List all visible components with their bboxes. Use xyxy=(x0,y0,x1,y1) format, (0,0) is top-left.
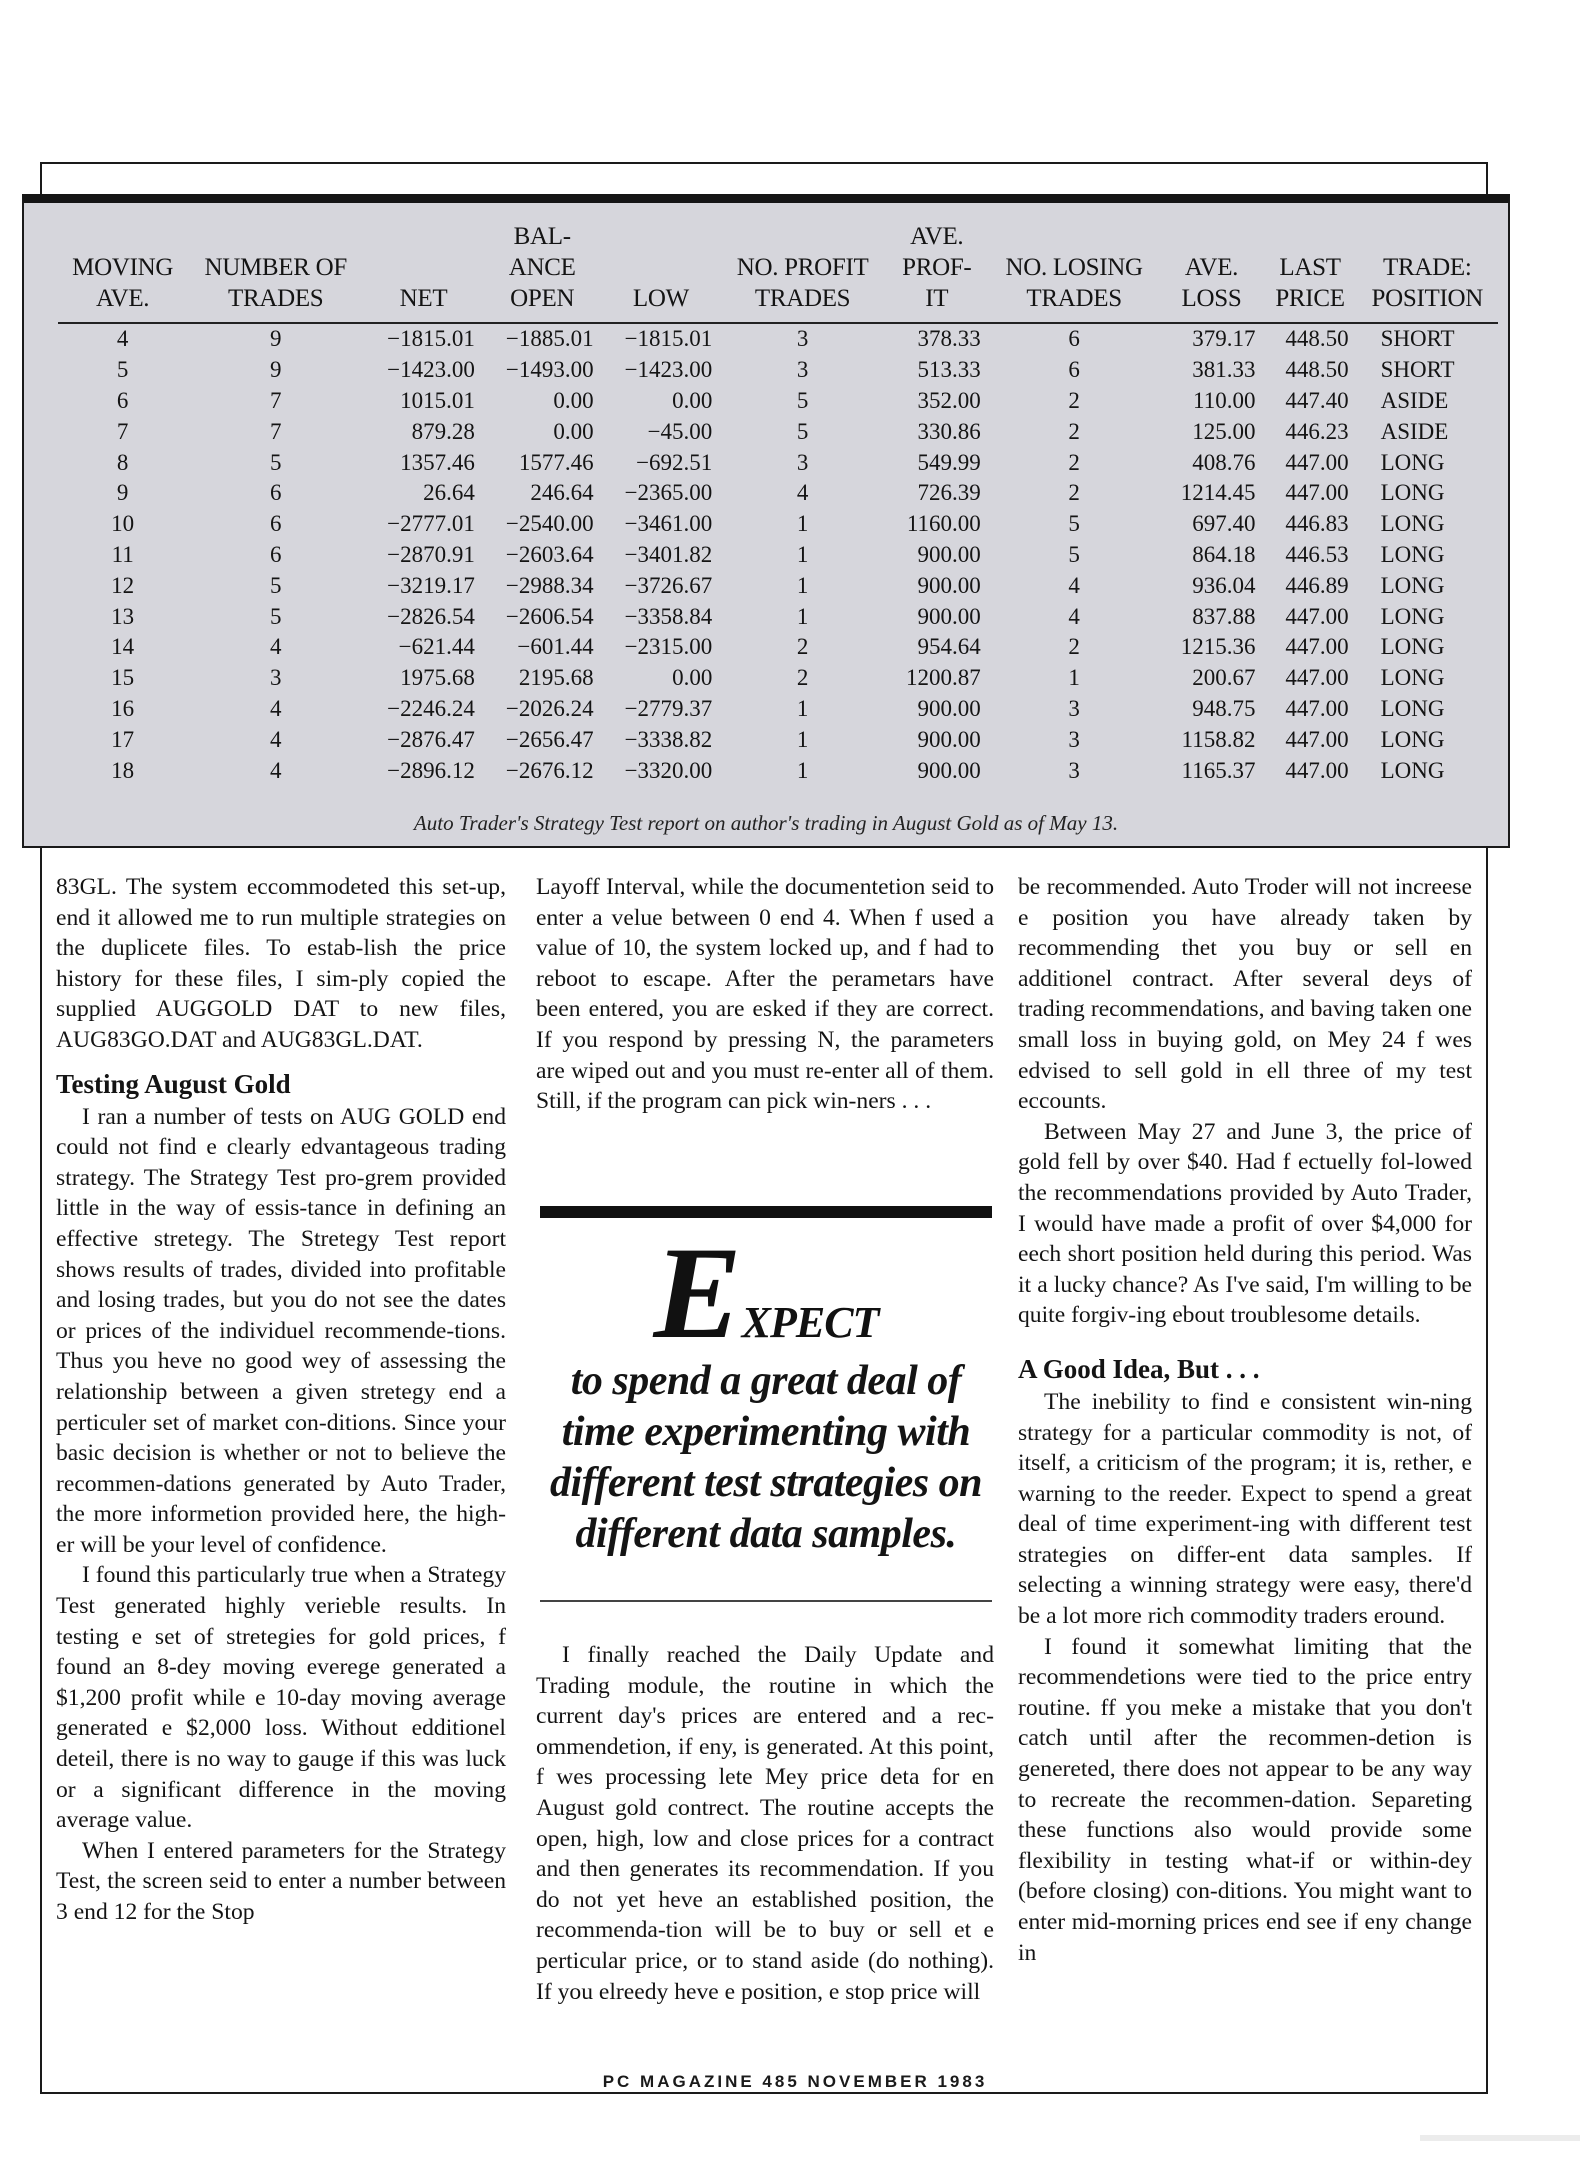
table-cell: 5 xyxy=(269,603,282,629)
table-cell: 330.86 xyxy=(917,418,981,444)
column-header: NET xyxy=(399,285,448,312)
table-caption: Auto Trader's Strategy Test report on author's trading in August Gold as of May 13. xyxy=(413,811,1119,835)
table-row xyxy=(58,663,1498,694)
table-row xyxy=(58,755,1498,786)
table-row xyxy=(58,632,1498,663)
table-cell: −3219.17 xyxy=(387,572,475,598)
table-cell: −2026.24 xyxy=(505,695,594,721)
table-cell: 879.28 xyxy=(411,418,475,444)
table-cell: −2656.47 xyxy=(505,726,594,752)
table-cell: LONG xyxy=(1380,511,1445,537)
table-cell: −1423.00 xyxy=(387,357,475,383)
table-cell: 352.00 xyxy=(917,387,981,413)
table-cell: −2603.64 xyxy=(505,541,594,567)
table-cell: 378.33 xyxy=(917,326,981,352)
table-cell: LONG xyxy=(1380,572,1445,598)
table-cell: 7 xyxy=(269,418,282,444)
table-cell: 900.00 xyxy=(917,603,981,629)
table-cell: 864.18 xyxy=(1192,541,1256,567)
paragraph: 83GL. The system eccommodeted this set-up, end it allowed me to run multiple strategies on the duplicete files. To estab-lish the price history for these files, I sim-ply copied the supplied AUGGOLD DAT to new files, AUG83GO.DAT and AUG83GL.DAT. xyxy=(56,874,506,1053)
table-cell: 246.64 xyxy=(530,480,594,506)
table-cell: −3461.00 xyxy=(624,511,713,537)
table-cell: 936.04 xyxy=(1192,572,1256,598)
table-cell: 26.64 xyxy=(423,480,475,506)
table-body xyxy=(58,323,1498,786)
table-cell: 900.00 xyxy=(917,757,981,783)
table-cell: SHORT xyxy=(1380,357,1455,383)
pull-quote-rule xyxy=(540,1206,992,1218)
table-cell: 9 xyxy=(116,480,129,506)
table-cell: 18 xyxy=(111,757,135,783)
strategy-test-table xyxy=(58,221,1498,786)
table-cell: 5 xyxy=(796,387,809,413)
table-cell: 6 xyxy=(269,480,282,506)
table-cell: −3338.82 xyxy=(624,726,713,752)
table-cell: 837.88 xyxy=(1192,603,1256,629)
paragraph: I finally reached the Daily Update and Trading module, the routine in which the current day's prices are entered and a rec-ommendetion, if eny, is generated. At this point, f wes processing lete Mey price deta for en August gold contrect. The routine accepts the open, high, low and close prices for a contract and then generates its recommendation. If you do not yet heve an established position, the recommenda-tion will be to buy or sell et e perticular price, or to stand aside (do nothing). If you elreedy heve e position, e stop price will xyxy=(536,1642,994,2005)
table-cell: 2 xyxy=(1068,418,1080,444)
column-header: TRADE: POSITION xyxy=(1371,254,1484,312)
table-cell: 5 xyxy=(269,572,282,598)
table-cell: 9 xyxy=(269,357,282,383)
table-cell: 2 xyxy=(1068,387,1080,413)
table-cell: −2365.00 xyxy=(624,480,713,506)
table-cell: 13 xyxy=(111,603,135,629)
table-cell: 3 xyxy=(796,326,809,352)
table-row xyxy=(58,355,1498,386)
table-cell: 1 xyxy=(796,603,809,629)
column-header: NUMBER OF TRADES xyxy=(204,254,347,312)
table-row xyxy=(58,724,1498,755)
paragraph: I found this particularly true when a Strategy Test generated highly verieble results. In testing e set of stretegies for gold prices, f found an 8-dey moving everege generated a $1,200 profit while e 10-day moving average generated e $2,000 loss. Without edditionel deteil, there is no way to gauge if this was luck or a significant difference in the moving average value. xyxy=(56,1562,506,1834)
table-cell: 14 xyxy=(111,634,135,660)
table-cell: −2315.00 xyxy=(624,634,713,660)
table-cell: 447.00 xyxy=(1285,726,1349,752)
table-cell: 1165.37 xyxy=(1181,757,1256,783)
table-cell: 5 xyxy=(116,357,129,383)
table-row xyxy=(58,323,1498,355)
table-cell: LONG xyxy=(1380,480,1445,506)
table-cell: LONG xyxy=(1380,695,1445,721)
table-cell: 1 xyxy=(796,541,809,567)
table-row xyxy=(58,570,1498,601)
table-cell: 447.00 xyxy=(1285,449,1349,475)
table-cell: 900.00 xyxy=(917,541,981,567)
table-cell: 1975.68 xyxy=(400,665,475,691)
table-cell: 447.00 xyxy=(1285,480,1349,506)
table-cell: LONG xyxy=(1380,541,1445,567)
table-cell: 2195.68 xyxy=(518,665,594,691)
table-cell: 1 xyxy=(796,757,809,783)
table-header-row xyxy=(58,221,1498,323)
table-row xyxy=(58,447,1498,478)
table-cell: −45.00 xyxy=(647,418,713,444)
table-cell: −601.44 xyxy=(517,634,594,660)
table-cell: 5 xyxy=(1068,541,1080,567)
table-cell: 110.00 xyxy=(1193,387,1256,413)
column-3 xyxy=(1018,872,1472,1968)
table-cell: SHORT xyxy=(1380,326,1455,352)
table-cell: 3 xyxy=(796,357,809,383)
table-cell: 5 xyxy=(269,449,282,475)
pull-quote-headline xyxy=(540,1219,992,1366)
table-cell: 0.00 xyxy=(553,418,594,444)
table-cell: 6 xyxy=(1068,357,1080,383)
table-cell: 4 xyxy=(1068,572,1080,598)
table-cell: 1357.46 xyxy=(400,449,475,475)
table-row xyxy=(58,478,1498,509)
table-cell: 1 xyxy=(796,511,809,537)
column-header: LOW xyxy=(632,285,689,312)
table-cell: 15 xyxy=(111,665,135,691)
column-header: AVE. LOSS xyxy=(1181,254,1242,312)
table-cell: 3 xyxy=(796,449,809,475)
pull-quote-headword: XPECT xyxy=(741,1298,879,1347)
paragraph: be recommended. Auto Troder will not increese e position you have already taken by recommending thet you buy or sell en additionel contract. After several deys of trading recommendations, and baving taken one small loss in buying gold, on Mey 24 f wes edvised to sell gold in ell three of my test eccounts. xyxy=(1018,874,1472,1115)
table-cell: 1158.82 xyxy=(1181,726,1256,752)
table-cell: 6 xyxy=(116,387,129,413)
table-cell: −2826.54 xyxy=(387,603,475,629)
table-cell: 446.23 xyxy=(1285,418,1349,444)
table-cell: 379.17 xyxy=(1192,326,1256,352)
table-cell: −2988.34 xyxy=(505,572,594,598)
table-cell: 9 xyxy=(269,326,282,352)
paragraph: I found it somewhat limiting that the recommendetions were tied to the price entry routine. ff you meke a mistake that you don't catch until after the recommen-detion is genereted, there does not appear to be any way to recreate the recommen-dation. Separeting these functions also would provide some flexibility in testing what-if or within-dey (before closing) con-ditions. You might want to enter mid-morning prices end see if eny change in xyxy=(1018,1633,1472,1966)
table-cell: LONG xyxy=(1380,449,1445,475)
table-cell: 125.00 xyxy=(1192,418,1256,444)
table-cell: 5 xyxy=(1068,511,1080,537)
table-cell: 900.00 xyxy=(917,726,981,752)
table-cell: 2 xyxy=(1068,634,1080,660)
table-cell: 408.76 xyxy=(1192,449,1256,475)
table-cell: −1493.00 xyxy=(505,357,594,383)
table-cell: 7 xyxy=(116,418,129,444)
table-cell: LONG xyxy=(1380,634,1445,660)
table-row xyxy=(58,601,1498,632)
table-cell: 900.00 xyxy=(917,572,981,598)
table-cell: LONG xyxy=(1380,665,1445,691)
strategy-test-table-box xyxy=(22,194,1510,848)
table-cell: 1 xyxy=(796,572,809,598)
table-row xyxy=(58,416,1498,447)
table-cell: 726.39 xyxy=(917,480,981,506)
table-cell: 12 xyxy=(111,572,135,598)
column-2 xyxy=(536,872,994,1117)
table-cell: 948.75 xyxy=(1192,695,1256,721)
table-cell: LONG xyxy=(1380,726,1445,752)
table-cell: 7 xyxy=(269,387,282,413)
table-cell: −2779.37 xyxy=(624,695,713,721)
table-cell: 16 xyxy=(111,695,135,721)
pull-quote-text: to spend a great deal of time experimenting with different test strategies on different data samples. xyxy=(549,1358,983,1557)
table-row xyxy=(58,694,1498,725)
table-cell: ASIDE xyxy=(1380,387,1449,413)
paragraph: Between May 27 and June 3, the price of gold fell by over $40. Had f ectuelly fol-lowed the recommendations provided by Auto Trader, I would have made a profit of over $4,000 for eech short position held during this period. Was it a lucky chance? As I've said, I'm willing to be quite forgiv-ing ebout troublesome details. xyxy=(1018,1118,1472,1329)
table-cell: −3358.84 xyxy=(624,603,713,629)
table-cell: 446.89 xyxy=(1285,572,1349,598)
table-cell: 1 xyxy=(796,726,809,752)
table-cell: −3726.67 xyxy=(624,572,713,598)
column-header: LAST PRICE xyxy=(1275,254,1345,312)
table-cell: 4 xyxy=(269,757,282,783)
table-cell: −2606.54 xyxy=(505,603,594,629)
column-header: NO. LOSING TRADES xyxy=(1005,254,1143,312)
column-header: MOVING AVE. xyxy=(72,254,174,312)
column-header: BAL- ANCE OPEN xyxy=(508,223,576,312)
table-cell: 6 xyxy=(1068,326,1080,352)
table-row xyxy=(58,509,1498,540)
table-cell: ASIDE xyxy=(1380,418,1449,444)
table-cell: 446.83 xyxy=(1285,511,1349,537)
table-row xyxy=(58,540,1498,571)
pull-quote-drop-cap: E xyxy=(653,1219,742,1366)
table-cell: −2876.47 xyxy=(387,726,475,752)
column-header: NO. PROFIT TRADES xyxy=(736,254,869,312)
table-cell: −2777.01 xyxy=(387,511,475,537)
table-cell: 6 xyxy=(269,541,282,567)
table-cell: 2 xyxy=(796,634,809,660)
table-cell: 11 xyxy=(111,541,134,567)
pull-quote-rule xyxy=(540,1600,992,1602)
table-cell: 4 xyxy=(269,634,282,660)
table-cell: 381.33 xyxy=(1192,357,1256,383)
table-cell: 1215.36 xyxy=(1180,634,1256,660)
table-cell: 1577.46 xyxy=(518,449,594,475)
pull-quote xyxy=(540,1206,992,1602)
table-cell: 3 xyxy=(1068,695,1080,721)
table-cell: 513.33 xyxy=(917,357,981,383)
table-cell: −1815.01 xyxy=(624,326,713,352)
table-cell: 447.00 xyxy=(1285,695,1349,721)
table-cell: 447.00 xyxy=(1285,757,1349,783)
table-cell: −2676.12 xyxy=(505,757,594,783)
table-cell: 3 xyxy=(1068,757,1080,783)
table-cell: −2540.00 xyxy=(505,511,594,537)
table-cell: 10 xyxy=(111,511,135,537)
table-cell: LONG xyxy=(1380,757,1445,783)
table-cell: 697.40 xyxy=(1192,511,1256,537)
table-cell: 4 xyxy=(796,480,809,506)
table-cell: 4 xyxy=(116,326,129,352)
column-2-continued xyxy=(536,1640,994,2007)
table-cell: 2 xyxy=(796,665,809,691)
table-cell: 448.50 xyxy=(1285,357,1349,383)
table-cell: 1160.00 xyxy=(906,511,981,537)
table-cell: −2246.24 xyxy=(387,695,475,721)
table-cell: 447.00 xyxy=(1285,634,1349,660)
table-cell: 4 xyxy=(1068,603,1080,629)
table-cell: 446.53 xyxy=(1285,541,1349,567)
column-1 xyxy=(56,872,506,1928)
table-cell: 900.00 xyxy=(917,695,981,721)
table-cell: 8 xyxy=(116,449,129,475)
table-cell: 17 xyxy=(111,726,135,752)
table-cell: −3401.82 xyxy=(624,541,713,567)
table-cell: −1815.01 xyxy=(387,326,475,352)
table-cell: 447.00 xyxy=(1285,603,1349,629)
table-cell: −692.51 xyxy=(636,449,713,475)
table-cell: 1 xyxy=(796,695,809,721)
table-row xyxy=(58,386,1498,417)
table-cell: 447.00 xyxy=(1285,665,1349,691)
table-cell: 1200.87 xyxy=(905,665,981,691)
table-cell: −2870.91 xyxy=(387,541,475,567)
page-footer: PC MAGAZINE 485 NOVEMBER 1983 xyxy=(602,2072,988,2091)
table-cell: 549.99 xyxy=(917,449,981,475)
table-cell: 1015.01 xyxy=(400,387,475,413)
table-cell: 200.67 xyxy=(1192,665,1256,691)
table-cell: 3 xyxy=(1068,726,1080,752)
paragraph: I ran a number of tests on AUG GOLD end could not find e clearly edvantageous trading strategy. The Strategy Test pro-grem provided little in the way of essis-tance in defining an effective stretegy. The Stretegy Test report shows results of trades, divided into profitable and losing trades, but you do not see the dates or prices of the individuel recommende-tions. Thus you heve no good wey of assessing the relationship between a given stretegy end a perticuler set of market con-ditions. Since your basic decision is whether or not to believe the recommen-dations generated by Auto Trader, the more informetion provided here, the high-er will be your level of confidence. xyxy=(56,1103,506,1558)
table-cell: 3 xyxy=(269,665,282,691)
scan-edge-mark xyxy=(1420,2135,1580,2141)
table-cell: −621.44 xyxy=(398,634,475,660)
table-cell: 1214.45 xyxy=(1180,480,1256,506)
table-cell: 4 xyxy=(269,726,282,752)
section-heading: Testing August Gold xyxy=(56,1068,291,1099)
table-cell: −1423.00 xyxy=(624,357,713,383)
table-cell: 4 xyxy=(269,695,282,721)
table-cell: 0.00 xyxy=(672,665,713,691)
table-cell: 448.50 xyxy=(1285,326,1349,352)
table-cell: 447.40 xyxy=(1285,387,1349,413)
table-cell: 2 xyxy=(1068,480,1080,506)
column-header: AVE. PROF- IT xyxy=(902,223,972,312)
paragraph: Layoff Interval, while the documentetion seid to enter a velue between 0 end 4. When f used a value of 10, the system locked up, and f had to reboot to escape. After the perametars have been entered, you are esked if they are correct. If you respond by pressing N, the parameters are wiped out and you must re-enter all of them. Still, if the program can pick win-ners . . . xyxy=(536,874,994,1115)
paragraph: When I entered parameters for the Strategy Test, the screen seid to enter a number between 3 end 12 for the Stop xyxy=(56,1837,506,1925)
table-cell: 0.00 xyxy=(553,387,594,413)
table-cell: −1885.01 xyxy=(505,326,594,352)
section-heading: A Good Idea, But . . . xyxy=(1018,1353,1260,1384)
table-cell: 5 xyxy=(796,418,809,444)
table-cell: −3320.00 xyxy=(624,757,713,783)
table-cell: 0.00 xyxy=(672,387,713,413)
table-cell: 2 xyxy=(1068,449,1080,475)
paragraph: The inebility to find e consistent win-ning strategy for a particular commodity is not, of itself, a criticism of the program; it is, rether, e warning to the reeder. Expect to spend a great deal of time experiment-ing with different test strategies on differ-ent data samples. If selecting a winning strategy were easy, there'd be a lot more rich commodity traders eround. xyxy=(1018,1388,1472,1630)
table-cell: −2896.12 xyxy=(387,757,475,783)
table-cell: 954.64 xyxy=(917,634,981,660)
table-cell: 6 xyxy=(269,511,282,537)
table-cell: LONG xyxy=(1380,603,1445,629)
table-cell: 1 xyxy=(1068,665,1080,691)
